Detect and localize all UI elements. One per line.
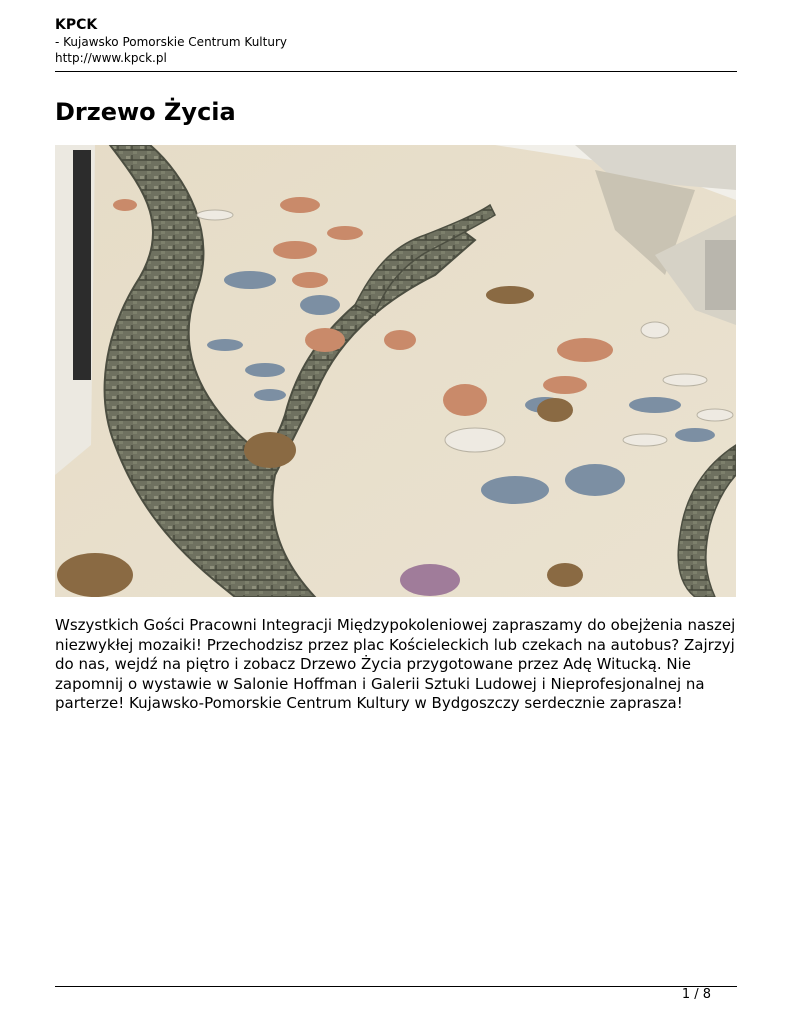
site-subtitle: - Kujawsko Pomorskie Centrum Kultury [55, 35, 287, 49]
site-url[interactable]: http://www.kpck.pl [55, 51, 167, 65]
page-number: 1 / 8 [681, 987, 711, 1002]
mosaic-photo [55, 145, 736, 597]
header-divider [55, 71, 737, 72]
page-header [55, 16, 737, 66]
article-title: Drzewo Życia [55, 98, 236, 126]
site-name: KPCK [55, 17, 98, 33]
article-body: Wszystkich Gości Pracowni Integracji Międzypokoleniowej zapraszamy do obejżenia naszej niezwykłej mozaiki! Przechodzisz przez plac Kościeleckich lub czekach na autobus? Zajrzyj do nas, wejdź na piętro i zobacz Drzewo Życia przygotowane przez Adę Witucką. Nie zapomnij o wystawie w Salonie Hoffman i Galerii Sztuki Ludowej i Nieprofesjonalnej na parterze! Kujawsko-Pomorskie Centrum Kultury w Bydgoszczy serdecznie zaprasza! [55, 616, 736, 712]
footer-divider [55, 986, 737, 987]
